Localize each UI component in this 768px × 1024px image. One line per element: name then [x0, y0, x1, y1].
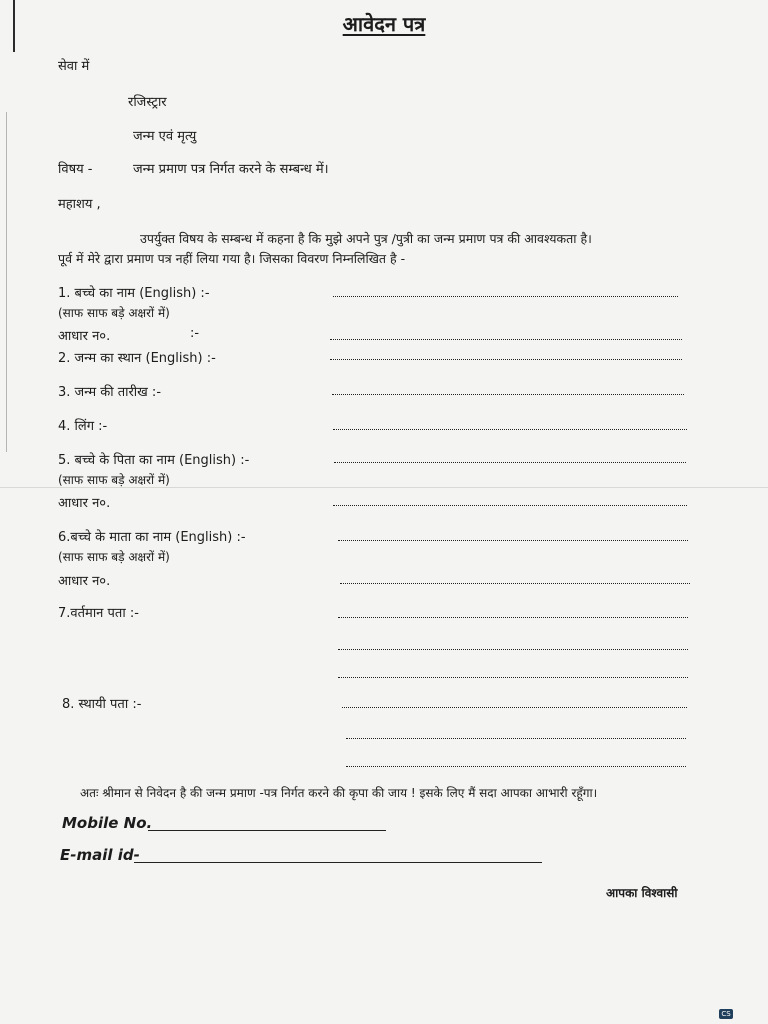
email-label: E-mail id- — [60, 846, 140, 864]
addressee-line-1: रजिस्ट्रार — [128, 95, 167, 110]
field-label-father-aadhar: आधार न०. — [58, 496, 111, 511]
current-address-fill-line-1[interactable] — [338, 617, 688, 618]
to-label: सेवा में — [58, 59, 90, 74]
mother-name-fill-line[interactable] — [338, 540, 688, 541]
father-aadhar-fill-line[interactable] — [333, 505, 687, 506]
field-label-child-aadhar: आधार न०. — [58, 329, 111, 344]
field-label-mother-name: 6.बच्चे के माता का नाम (English) :- — [58, 530, 246, 545]
birth-place-fill-line[interactable] — [330, 359, 682, 360]
permanent-address-fill-line-3[interactable] — [346, 766, 686, 767]
field-separator-child-aadhar: :- — [190, 326, 200, 341]
document-title: आवेदन पत्र — [342, 12, 426, 36]
scanner-logo-badge: CS — [719, 1009, 733, 1019]
closing-signature-text: आपका विश्वासी — [606, 886, 678, 900]
body-paragraph-line-1: उपर्युक्त विषय के सम्बन्ध में कहना है कि मुझे अपने पुत्र /पुत्री का जन्म प्रमाण पत्र की आवश्यकता है। — [140, 231, 592, 246]
field-label-father-name: 5. बच्चे के पिता का नाम (English) :- — [58, 453, 250, 468]
field-label-mother-aadhar: आधार न०. — [58, 574, 111, 589]
field-note-father-name: (साफ साफ बड़े अक्षरों में) — [58, 473, 170, 487]
permanent-address-fill-line-2[interactable] — [346, 738, 686, 739]
current-address-fill-line-3[interactable] — [338, 677, 688, 678]
permanent-address-fill-line-1[interactable] — [342, 707, 687, 708]
child-name-fill-line[interactable] — [333, 296, 678, 297]
mobile-label: Mobile No. — [62, 814, 153, 832]
field-label-child-name: 1. बच्चे का नाम (English) :- — [58, 286, 210, 301]
mother-aadhar-fill-line[interactable] — [340, 583, 690, 584]
current-address-fill-line-2[interactable] — [338, 649, 688, 650]
addressee-line-2: जन्म एवं मृत्यु — [133, 129, 197, 144]
subject-text: जन्म प्रमाण पत्र निर्गत करने के सम्बन्ध में। — [133, 162, 329, 177]
field-label-birth-place: 2. जन्म का स्थान (English) :- — [58, 351, 216, 366]
request-paragraph: अतः श्रीमान से निवेदन है की जन्म प्रमाण -पत्र निर्गत करने की कृपा की जाय ! इसके लिए मैं सदा आपका आभारी रहूँगा। — [80, 786, 598, 800]
body-paragraph-line-2: पूर्व में मेरे द्वारा प्रमाण पत्र नहीं लिया गया है। जिसका विवरण निम्नलिखित है - — [58, 251, 406, 266]
scan-edge-shadow — [6, 112, 7, 452]
father-name-fill-line[interactable] — [334, 462, 686, 463]
field-note-child-name: (साफ साफ बड़े अक्षरों में) — [58, 306, 170, 320]
subject-label: विषय - — [58, 162, 93, 177]
field-label-birth-date: 3. जन्म की तारीख :- — [58, 385, 162, 400]
field-label-permanent-address: 8. स्थायी पता :- — [62, 697, 142, 712]
gender-fill-line[interactable] — [333, 429, 687, 430]
child-aadhar-fill-line[interactable] — [330, 339, 682, 340]
mobile-fill-line[interactable] — [148, 830, 386, 831]
birth-date-fill-line[interactable] — [332, 394, 684, 395]
field-label-current-address: 7.वर्तमान पता :- — [58, 606, 139, 621]
salutation: महाशय , — [58, 197, 101, 212]
field-note-mother-name: (साफ साफ बड़े अक्षरों में) — [58, 550, 170, 564]
field-label-gender: 4. लिंग :- — [58, 419, 108, 434]
email-fill-line[interactable] — [134, 862, 542, 863]
